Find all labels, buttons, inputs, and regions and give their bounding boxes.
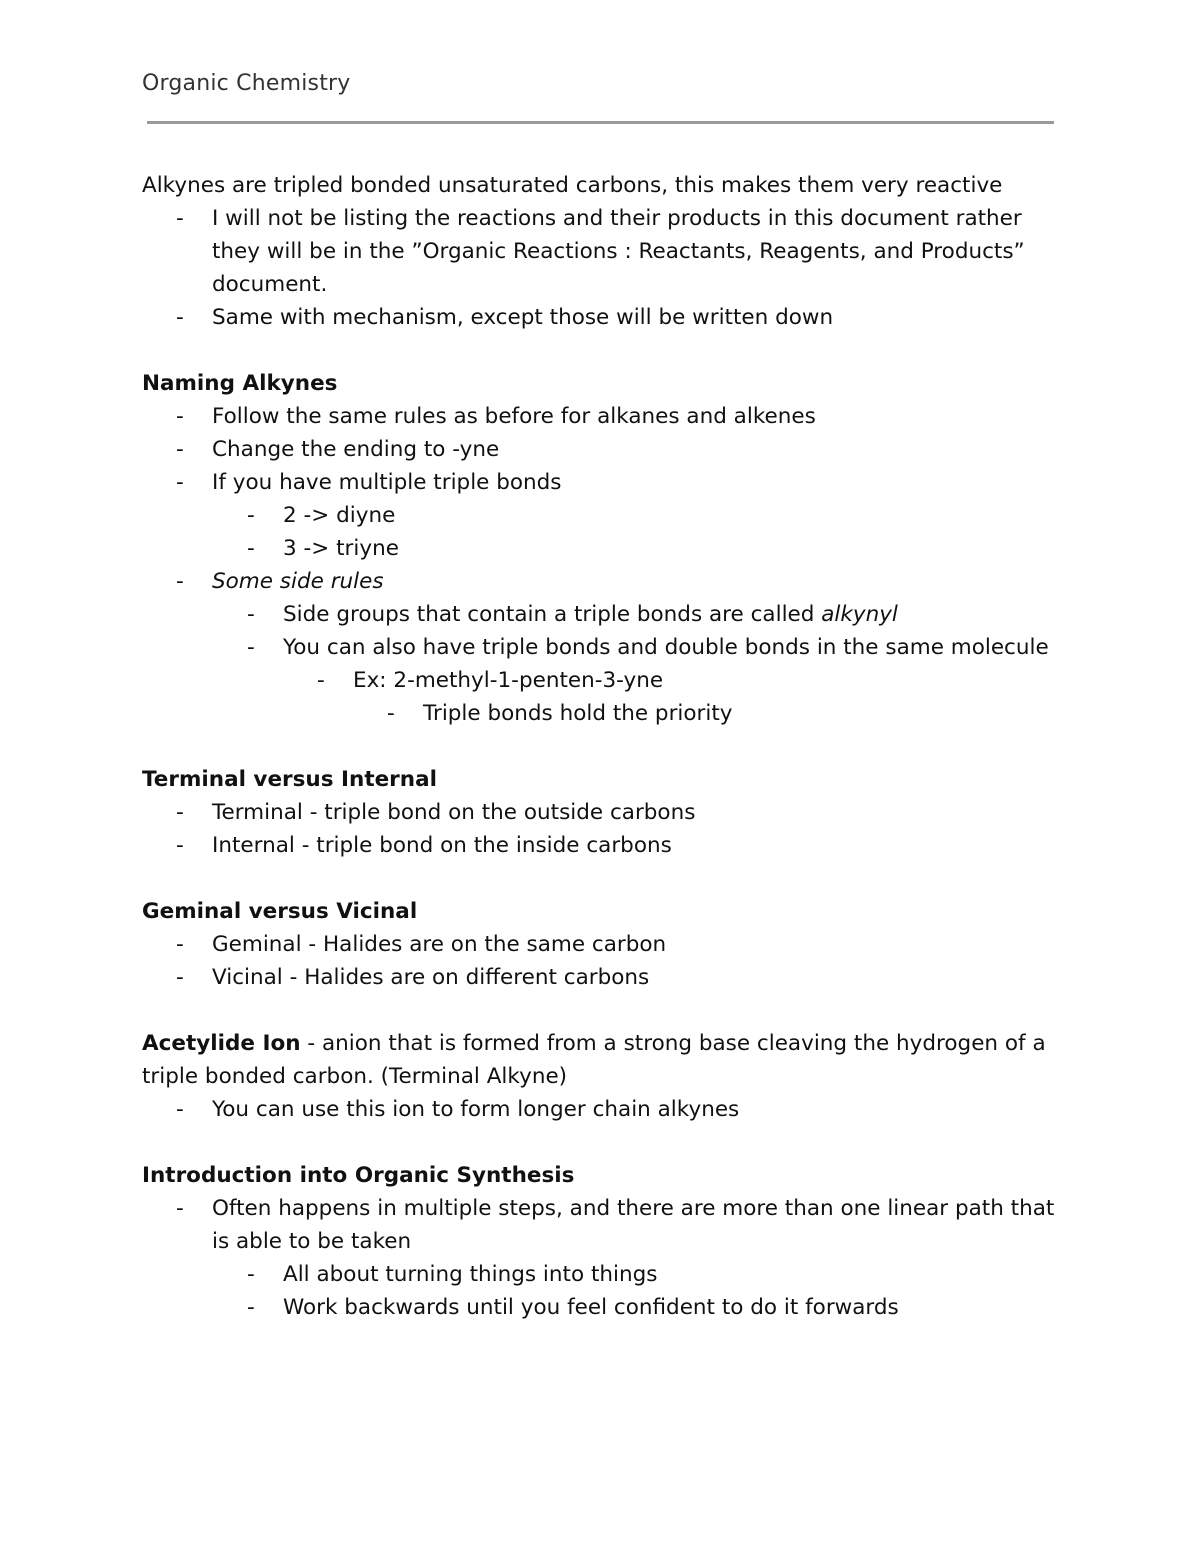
list-item [142, 598, 1062, 631]
bullet-dash: - [247, 635, 255, 660]
section-heading-naming: Naming Alkynes [142, 371, 338, 396]
bullet-dash: - [247, 602, 255, 627]
bullet-dash: - [176, 305, 184, 330]
list-item-text: I will not be listing the reactions and their products in this document rather they will be in the ”Organic Reactions : Reactants, Reagents, and Products” document. [212, 206, 1025, 297]
list-item-text: You can also have triple bonds and double bonds in the same molecule [283, 635, 1049, 660]
list-item [142, 697, 1062, 730]
bullet-dash: - [176, 569, 184, 594]
list-item-text: Often happens in multiple steps, and there are more than one linear path that is able to be taken [212, 1196, 1055, 1254]
header-divider [147, 121, 1054, 124]
list-item-text: All about turning things into things [283, 1262, 658, 1287]
list-item [142, 400, 1062, 433]
section-heading-geminal: Geminal versus Vicinal [142, 899, 418, 924]
bullet-dash: - [317, 668, 325, 693]
document-header-title: Organic Chemistry [142, 71, 351, 96]
document-body [142, 169, 1062, 1324]
list-item [142, 499, 1062, 532]
list-item [142, 961, 1062, 994]
list-item [142, 1093, 1062, 1126]
list-item [142, 1192, 1062, 1258]
bullet-dash: - [247, 503, 255, 528]
section-heading-terminal: Terminal versus Internal [142, 767, 437, 792]
list-item [142, 1258, 1062, 1291]
list-item [142, 631, 1062, 664]
list-item-text: Same with mechanism, except those will be written down [212, 305, 834, 330]
list-item-text: 2 -> diyne [283, 503, 396, 528]
bullet-dash: - [176, 1196, 184, 1221]
list-item-text: Vicinal - Halides are on different carbons [212, 965, 650, 990]
bullet-dash: - [176, 437, 184, 462]
term-acetylide-ion: Acetylide Ion [142, 1031, 301, 1056]
list-item-text: Change the ending to -yne [212, 437, 500, 462]
bullet-dash: - [176, 833, 184, 858]
acetylide-definition: - anion that is formed from a strong base cleaving the hydrogen of a triple bonded carbon. (Terminal Alkyne) [142, 1031, 1046, 1089]
list-item [142, 202, 1062, 301]
list-item [142, 928, 1062, 961]
list-item [142, 301, 1062, 334]
list-item-text: Ex: 2-methyl-1-penten-3-yne [353, 668, 664, 693]
bullet-dash: - [176, 206, 184, 231]
list-item [142, 466, 1062, 499]
list-item [142, 664, 1062, 697]
bullet-dash: - [176, 800, 184, 825]
intro-paragraph: Alkynes are tripled bonded unsaturated carbons, this makes them very reactive [142, 173, 1003, 198]
list-item [142, 433, 1062, 466]
bullet-dash: - [176, 965, 184, 990]
section-heading-synthesis: Introduction into Organic Synthesis [142, 1163, 575, 1188]
acetylide-paragraph [142, 1027, 1062, 1093]
list-item-text: Side groups that contain a triple bonds are called [283, 602, 822, 627]
term-alkynyl: alkynyl [821, 602, 898, 627]
bullet-dash: - [176, 404, 184, 429]
list-item-text: 3 -> triyne [283, 536, 399, 561]
list-item-text: Triple bonds hold the priority [423, 701, 733, 726]
list-item-text: Geminal - Halides are on the same carbon [212, 932, 667, 957]
bullet-dash: - [176, 932, 184, 957]
list-item-text: Some side rules [212, 569, 384, 594]
bullet-dash: - [176, 1097, 184, 1122]
list-item [142, 829, 1062, 862]
list-item [142, 796, 1062, 829]
bullet-dash: - [176, 470, 184, 495]
bullet-dash: - [247, 1295, 255, 1320]
list-item-text: Follow the same rules as before for alkanes and alkenes [212, 404, 816, 429]
bullet-dash: - [247, 536, 255, 561]
bullet-dash: - [387, 701, 395, 726]
list-item [142, 532, 1062, 565]
list-item-text: Work backwards until you feel confident to do it forwards [283, 1295, 899, 1320]
bullet-dash: - [247, 1262, 255, 1287]
list-item [142, 565, 1062, 598]
list-item [142, 1291, 1062, 1324]
list-item-text: You can use this ion to form longer chain alkynes [212, 1097, 740, 1122]
list-item-text: Terminal - triple bond on the outside carbons [212, 800, 696, 825]
list-item-text: Internal - triple bond on the inside carbons [212, 833, 672, 858]
list-item-text: If you have multiple triple bonds [212, 470, 562, 495]
